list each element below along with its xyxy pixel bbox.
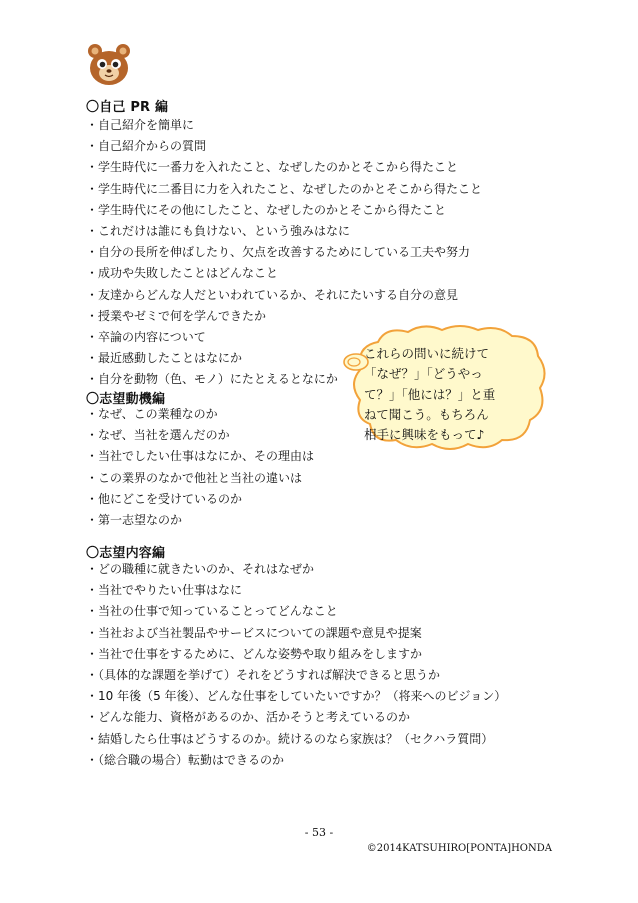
bubble-line: 相手に興味をもって♪ (364, 427, 485, 443)
section-title-self-pr: 〇自己 PR 編 (86, 100, 169, 115)
bubble-line: これらの問いに続けて (364, 346, 490, 361)
list-item: ・なぜ、当社を選んだのか (86, 428, 230, 443)
list-item: ・当社の仕事で知っていることってどんなこと (86, 604, 338, 619)
list-item: ・学生時代に二番目に力を入れたこと、なぜしたのかとそこから得たこと (86, 181, 483, 196)
list-item: ・成功や失敗したことはどんなこと (86, 266, 279, 281)
bubble-text (364, 344, 534, 445)
content-list (86, 559, 506, 771)
section-title-content: 〇志望内容編 (86, 546, 166, 561)
list-item: ・他にどこを受けているのか (86, 491, 243, 506)
list-item: ・どの職種に就きたいのか、それはなぜか (86, 562, 315, 576)
list-item: ・当社および当社製品やサービスについての課題や意見や提案 (86, 625, 422, 640)
page-number: - 53 - (304, 826, 334, 839)
list-item: ・自分の長所を伸ばしたり、欠点を改善するためにしている工夫や努力 (86, 245, 471, 260)
list-item: ・これだけは誰にも負けない、という強みはなに (86, 223, 351, 238)
list-item: ・この業界のなかで他社と当社の違いは (86, 470, 303, 485)
list-item: ・友達からどんな人だといわれているか、それにたいする自分の意見 (86, 287, 459, 302)
list-item: ・（具体的な課題を挙げて）それをどうすれば解決できると思うか (86, 667, 441, 682)
list-item: ・（総合職の場合）転勤はできるのか (86, 752, 285, 767)
list-item: ・自己紹介からの質問 (86, 139, 207, 154)
list-item: ・最近感動したことはなにか (86, 351, 243, 366)
bubble-line: 「なぜ？」「どうやっ (364, 366, 483, 382)
list-item: ・第一志望なのか (86, 512, 183, 527)
list-item: ・当社で仕事をするために、どんな姿勢や取り組みをしますか (86, 646, 423, 661)
bubble-line: て？」「他には？」と重 (364, 386, 496, 402)
list-item: ・学生時代に一番力を入れたこと、なぜしたのかとそこから得たこと (86, 160, 459, 175)
copyright-notice: ©2014KATSUHIRO[PONTA]HONDA (366, 843, 552, 854)
section-title-motivation: 〇志望動機編 (86, 392, 166, 407)
list-item: ・結婚したら仕事はどうするのか。続けるのなら家族は？（セクハラ質問） (86, 731, 494, 746)
motivation-list (86, 404, 314, 531)
list-item: ・どんな能力、資格があるのか、活かそうと考えているのか (86, 710, 411, 725)
list-item: ・授業やゼミで何を学んできたか (86, 308, 267, 323)
list-item: ・当社でやりたい仕事はなに (86, 583, 243, 598)
list-item: ・自己紹介を簡単に (86, 118, 195, 132)
mascot-icon (86, 42, 132, 88)
list-item: ・自分を動物（色、モノ）にたとえるとなにか (86, 372, 338, 387)
list-item: ・当社でしたい仕事はなにか、その理由は (86, 449, 315, 464)
list-item: ・学生時代にその他にしたこと、なぜしたのかとそこから得たこと (86, 202, 447, 217)
bubble-line: ねて聞こう。もちろん (364, 406, 489, 422)
list-item: ・卒論の内容について (86, 329, 206, 344)
list-item: ・10 年後（5 年後）、どんな仕事をしていたいですか？（将来へのビジョン） (86, 689, 507, 704)
list-item: ・なぜ、この業種なのか (86, 407, 218, 421)
